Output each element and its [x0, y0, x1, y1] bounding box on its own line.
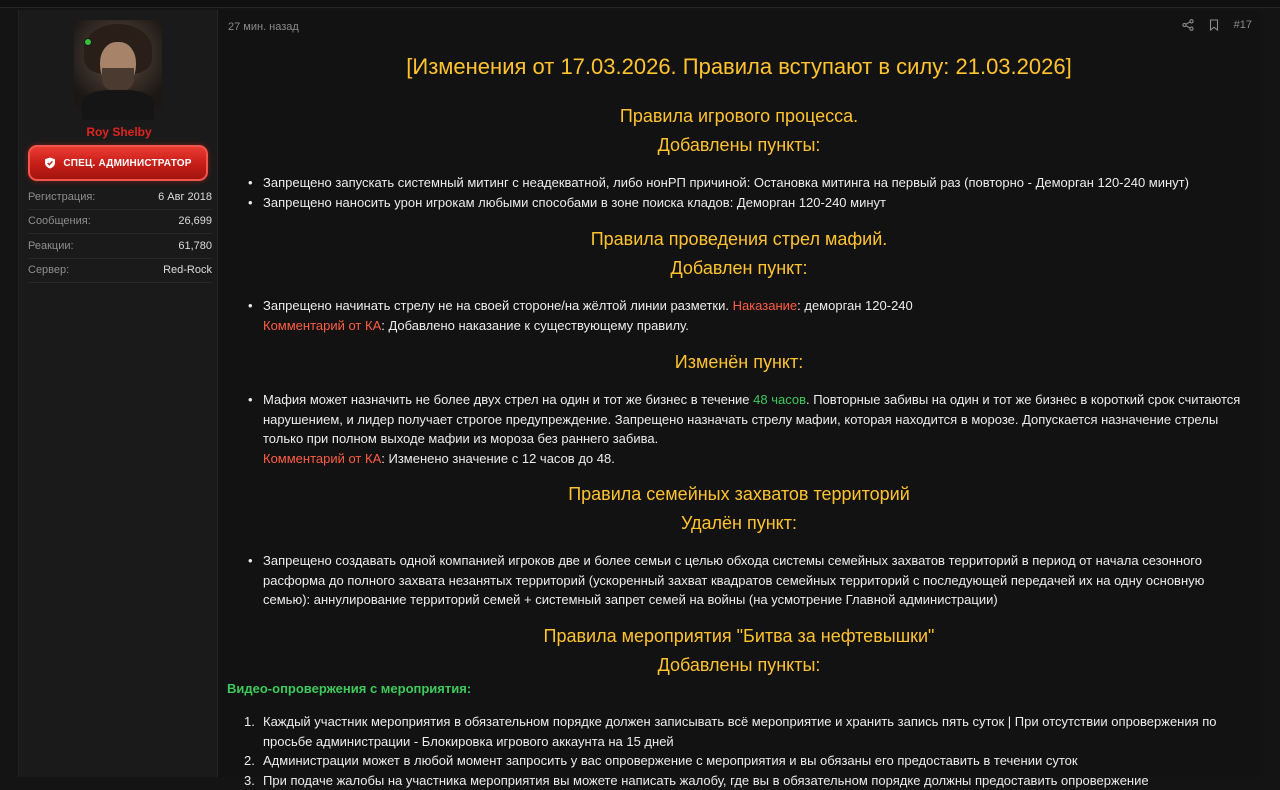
stat-label: Регистрация: [28, 191, 95, 203]
bookmark-icon[interactable] [1208, 19, 1220, 31]
rank-badge [28, 145, 208, 181]
stat-value: 61,780 [178, 240, 212, 252]
comment-text: : Добавлено наказание к существующему правилу. [381, 318, 689, 333]
shield-icon [44, 157, 56, 169]
stat-label: Сервер: [28, 264, 69, 276]
list-item: • Запрещено создавать одной компанией игроков две и более семьи с целью обхода системы семейных захватов территорий в период от начала сезонного расформа до полного захвата незанятых территорий (ускоренный захват квадратов семейных территорий с последующей передачей их на одну основную семью): аннулирование территорий семей + системный запрет семей на войны (на усмотрение Главной администрации) [263, 551, 1253, 610]
list-item [263, 296, 1253, 316]
mafia-added-item [263, 296, 1253, 335]
section-heading-family: Правила семейных захватов территорий [218, 484, 1260, 505]
item-number: 1. [244, 712, 255, 732]
post-number[interactable]: #17 [1234, 19, 1252, 31]
section-subheading-changed: Изменён пункт: [218, 352, 1260, 373]
event-rules-list [263, 712, 1253, 790]
item-text: Администрации может в любой момент запросить у вас опровержение с мероприятия и вы обязаны его предоставить в течении суток [263, 753, 1078, 768]
post-title: [Изменения от 17.03.2026. Правила вступают в силу: 21.03.2026] [218, 54, 1260, 80]
item-number: 3. [244, 771, 255, 790]
comment [263, 449, 1253, 469]
item-text-continued: . Повторные забивы на один и тот же бизнес в короткий срок считаются нарушением, и лидер получает строгое предупреждение. Запрещено назначать стрелу мафии, которая находится в морозе. Допускается назначение стрелы только при полном выходе мафии из мороза без раннего забива. [263, 392, 1240, 446]
penalty-label: Наказание [733, 298, 798, 313]
item-text: При подаче жалобы на участника мероприятия вы можете написать жалобу, где вы в обязательном порядке должны предоставить опровержение [263, 773, 1149, 788]
section-subheading-event: Добавлены пункты: [218, 655, 1260, 676]
comment-text: : Изменено значение с 12 часов до 48. [381, 451, 615, 466]
item-text: Запрещено начинать стрелу не на своей стороне/на жёлтой линии разметки. [263, 298, 733, 313]
stat-value: 26,699 [178, 215, 212, 227]
item-text: Каждый участник мероприятия в обязательном порядке должен записывать всё мероприятие и хранить запись пять суток | При отсутствии опровержения по просьбе администрации - Блокировка игрового аккаунта на 15 дней [263, 714, 1217, 749]
stat-label: Сообщения: [28, 215, 91, 227]
stat-server [28, 259, 212, 284]
comment-label: Комментарий от КА [263, 318, 381, 333]
rank-label: СПЕЦ. АДМИНИСТРАТОР [63, 158, 191, 169]
stat-messages [28, 210, 212, 235]
username[interactable]: Roy Shelby [19, 125, 219, 139]
user-info-panel [18, 10, 218, 777]
list-item [263, 390, 1253, 449]
list-item [263, 771, 1253, 790]
avatar[interactable] [74, 20, 162, 108]
top-bar [0, 0, 1280, 8]
game-rules-list [263, 173, 1253, 212]
section-subheading-game: Добавлены пункты: [218, 135, 1260, 156]
stat-registration [28, 185, 212, 210]
section-heading-game: Правила игрового процесса. [218, 106, 1260, 127]
video-refutation-label: Видео-опровержения с мероприятия: [227, 681, 471, 696]
stat-value: 6 Авг 2018 [158, 191, 212, 203]
comment-label: Комментарий от КА [263, 451, 381, 466]
family-rules-list [263, 551, 1253, 610]
item-number: 2. [244, 751, 255, 771]
highlight-value: 48 часов [753, 392, 806, 407]
post-content [218, 10, 1260, 777]
section-subheading-family: Удалён пункт: [218, 513, 1260, 534]
share-icon[interactable] [1182, 19, 1194, 31]
section-heading-event: Правила мероприятия "Битва за нефтевышки" [218, 626, 1260, 647]
stat-label: Реакции: [28, 240, 74, 252]
post-timestamp[interactable]: 27 мин. назад [228, 21, 299, 33]
stat-value: Red-Rock [163, 264, 212, 276]
list-item [263, 712, 1253, 751]
post-actions [1182, 19, 1252, 31]
list-item [263, 751, 1253, 771]
section-heading-mafia: Правила проведения стрел мафий. [218, 229, 1260, 250]
mafia-changed-item [263, 390, 1253, 468]
user-stats [28, 185, 212, 283]
stat-reactions [28, 234, 212, 259]
list-item: • Запрещено наносить урон игрокам любыми способами в зоне поиска кладов: Деморган 120-240 минут [263, 193, 1253, 213]
online-status-indicator [84, 38, 92, 46]
section-subheading-mafia: Добавлен пункт: [218, 258, 1260, 279]
list-item: • Запрещено запускать системный митинг с неадекватной, либо нонРП причиной: Остановка митинга на первый раз (повторно - Деморган 120-240 минут) [263, 173, 1253, 193]
penalty-value: : деморган 120-240 [797, 298, 913, 313]
comment [263, 316, 1253, 336]
item-text: Мафия может назначить не более двух стрел на один и тот же бизнес в течение [263, 392, 753, 407]
